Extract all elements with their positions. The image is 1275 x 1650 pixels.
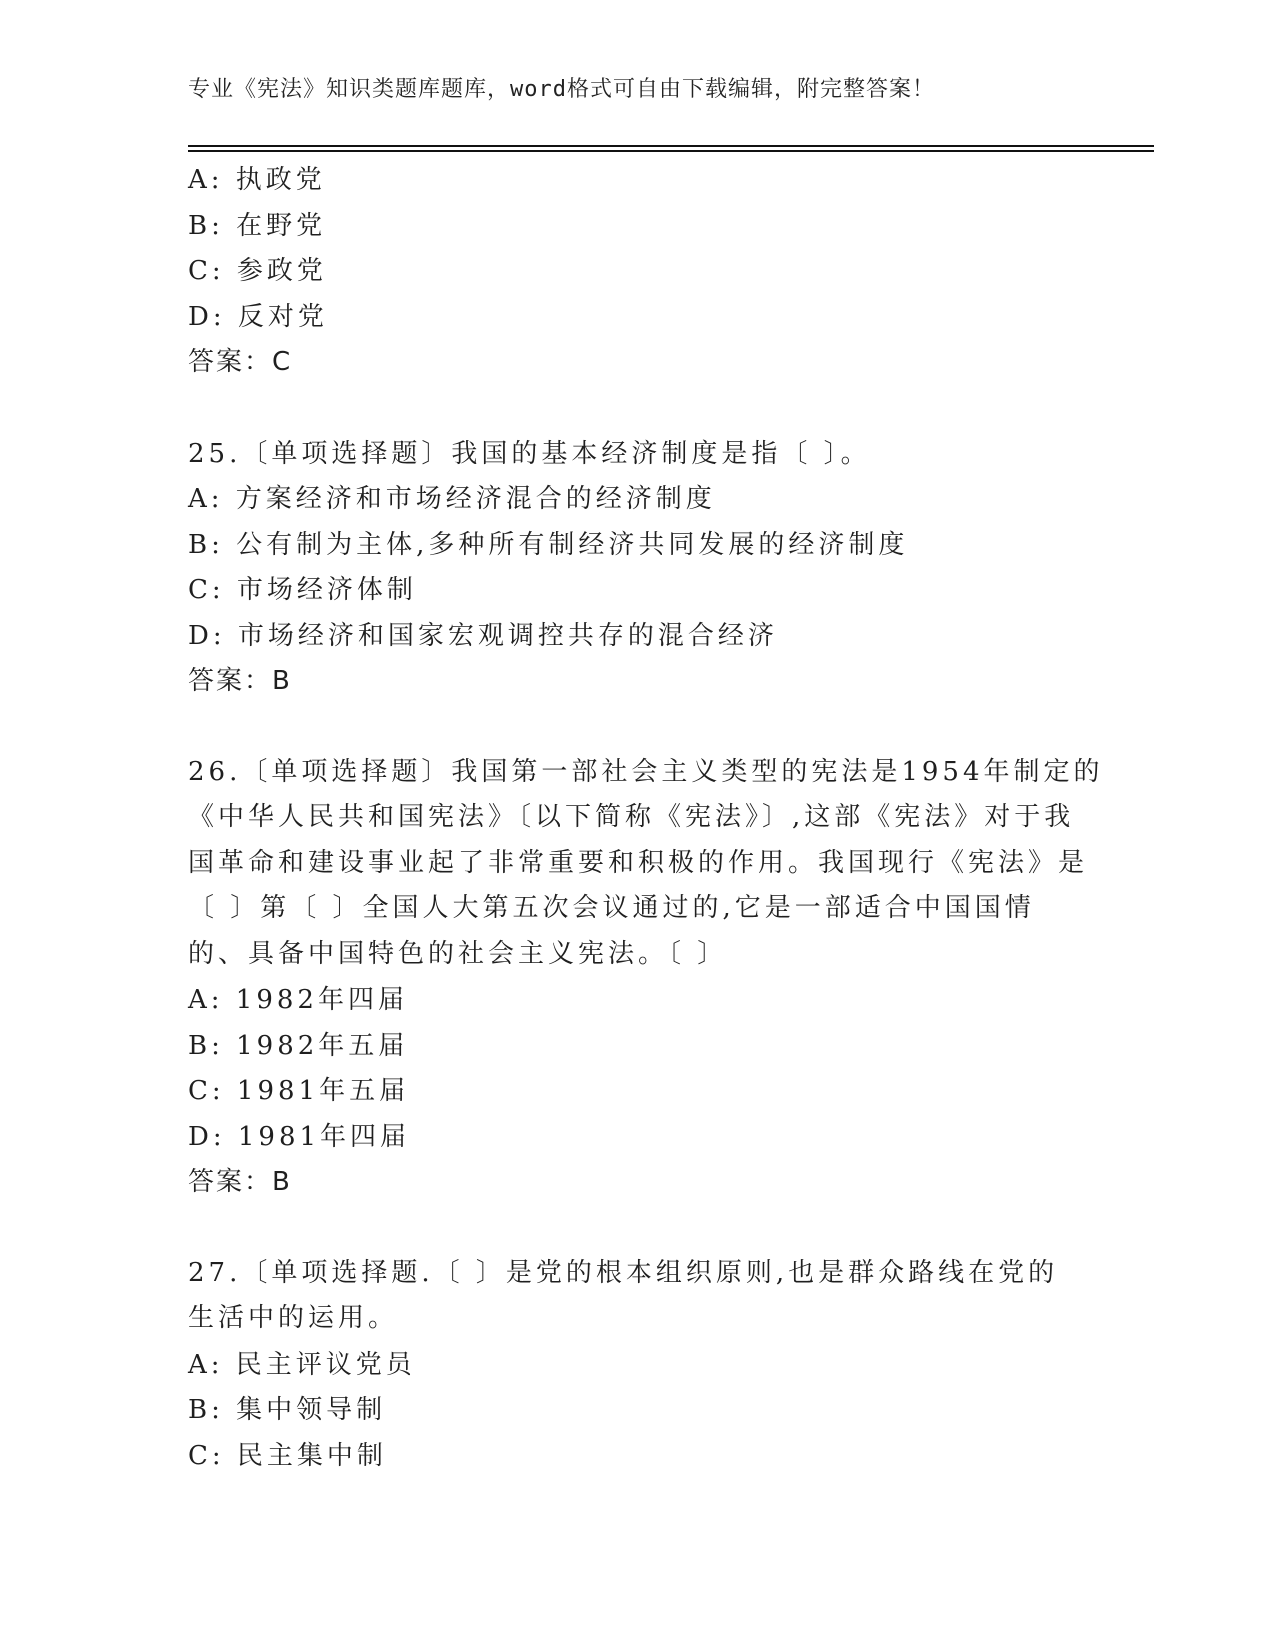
option-d: D: 市场经济和国家宏观调控共存的混合经济 [188,620,778,651]
question-stem-line: 《中华人民共和国宪法》〔以下简称《宪法》〕,这部《宪法》对于我 [188,802,1075,832]
option-a: A: 1982年四届 [188,985,408,1015]
option-b: B: 集中领导制 [188,1395,387,1425]
header-rule-top [188,145,1154,147]
question-25 [188,432,1088,705]
question-stem-line: 生活中的运用。 [188,1303,399,1333]
question-24 [188,158,1088,386]
document-body [188,158,1104,1479]
answer: 答案：B [188,666,292,696]
option-c: C: 1981年五届 [188,1076,410,1106]
question-26 [188,751,1104,1206]
option-b: B: 在野党 [188,210,327,241]
answer: 答案：B [188,1167,292,1197]
header-rule-bottom [188,150,1154,152]
option-b: B: 公有制为主体,多种所有制经济共同发展的经济制度 [188,529,909,560]
option-c: C: 市场经济体制 [188,575,417,605]
page-header: 专业《宪法》知识类题库题库，word格式可自由下载编辑，附完整答案！ [188,77,935,102]
question-stem: 25.〔单项选择题〕我国的基本经济制度是指〔 〕。 [188,438,871,469]
question-stem-line: 〔 〕第〔 〕全国人大第五次会议通过的,它是一部适合中国国情 [188,893,1035,923]
option-c: C: 民主集中制 [188,1440,387,1471]
option-a: A: 民主评议党员 [188,1349,416,1380]
question-stem-line: 26.〔单项选择题〕我国第一部社会主义类型的宪法是1954年制定的 [188,756,1104,787]
option-d: D: 反对党 [188,301,328,332]
option-a: A: 方案经济和市场经济混合的经济制度 [188,484,716,514]
option-b: B: 1982年五届 [188,1030,409,1061]
question-stem-line: 27.〔单项选择题.〔 〕是党的根本组织原则,也是群众路线在党的 [188,1257,1059,1288]
option-d: D: 1981年四届 [188,1121,411,1152]
option-c: C: 参政党 [188,256,327,286]
answer: 答案：C [188,347,293,377]
question-stem-line: 的、具备中国特色的社会主义宪法。〔 〕 [188,938,728,969]
question-27 [188,1252,1088,1480]
question-stem-line: 国革命和建设事业起了非常重要和积极的作用。我国现行《宪法》是 [188,847,1089,878]
option-a: A: 执政党 [188,165,326,195]
